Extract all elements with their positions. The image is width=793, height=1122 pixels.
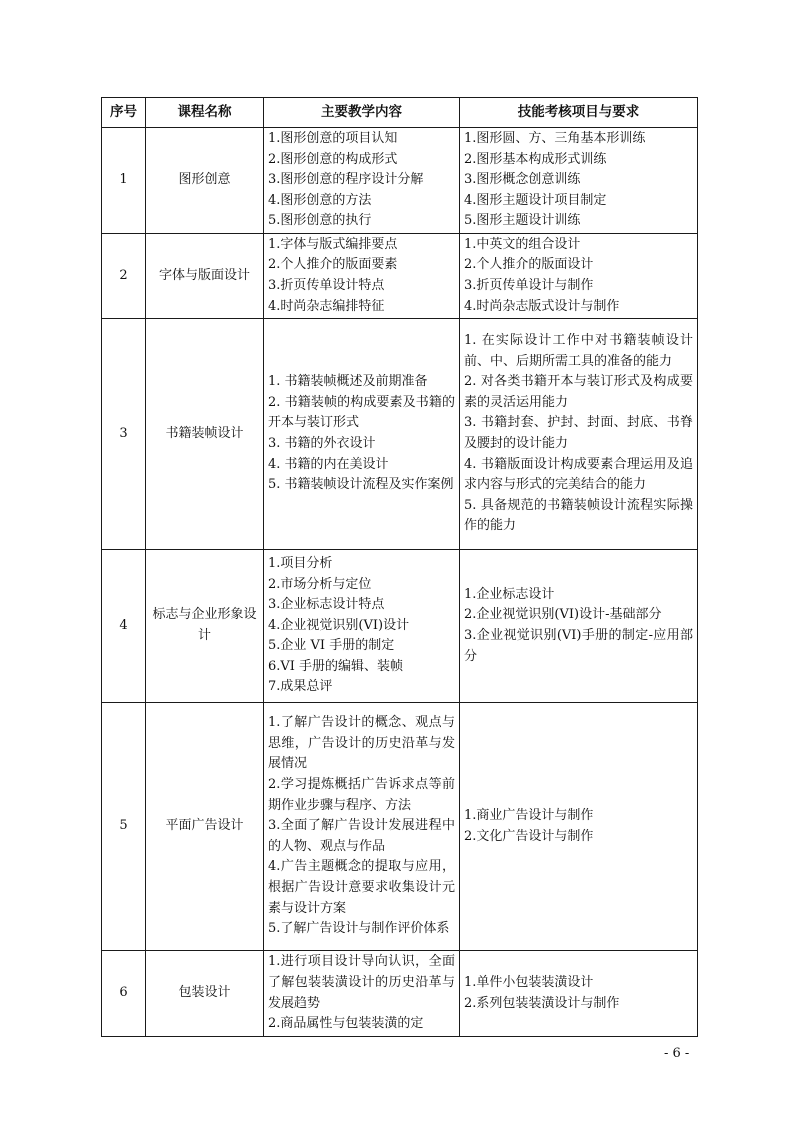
- header-course-name: 课程名称: [146, 98, 264, 128]
- content-line: 4.企业视觉识别(VI)设计: [268, 617, 410, 633]
- content-line: 5. 书籍装帧设计流程及实作案例: [268, 477, 454, 493]
- content-line: 4.图形创意的方法: [268, 192, 372, 208]
- content-line: 3.图形创意的程序设计分解: [268, 172, 424, 188]
- skill-line: 1.商业广告设计与制作: [464, 807, 594, 823]
- content-line: 3. 书籍的外衣设计: [268, 436, 376, 451]
- skill-line: 2.文化广告设计与制作: [464, 828, 594, 844]
- header-skill-requirements: 技能考核项目与要求: [460, 98, 698, 128]
- skill-requirements: [460, 550, 698, 703]
- row-number: 3: [102, 319, 146, 550]
- skill-line: 2. 对各类书籍开本与装订形式及构成要素的灵活运用能力: [464, 374, 693, 410]
- skill-requirements: [460, 319, 698, 550]
- skill-line: 2.企业视觉识别(VI)设计-基础部分: [464, 607, 662, 623]
- header-number: 序号: [102, 98, 146, 128]
- course-name: 包装设计: [146, 951, 264, 1037]
- skill-requirements: [460, 703, 698, 951]
- row-number: 2: [102, 234, 146, 319]
- course-name: 图形创意: [146, 128, 264, 234]
- content-line: 4. 书籍的内在美设计: [268, 456, 389, 472]
- content-line: 3.全面了解广告设计发展进程中的人物、观点与作品: [268, 818, 455, 854]
- teaching-content: [264, 234, 460, 319]
- skill-line: 2.图形基本构成形式训练: [464, 151, 607, 167]
- skill-requirements: [460, 234, 698, 319]
- skill-line: 1.图形圆、方、三角基本形训练: [464, 131, 646, 147]
- skill-line: 1. 在实际设计工作中对书籍装帧设计前、中、后期所需工具的准备的能力: [464, 333, 693, 369]
- table-row: [102, 703, 698, 951]
- teaching-content: [264, 703, 460, 951]
- skill-line: 3.企业视觉识别(VI)手册的制定-应用部分: [464, 628, 693, 664]
- skill-line: 3.图形概念创意训练: [464, 172, 581, 188]
- table-row: [102, 550, 698, 703]
- course-table: [101, 97, 698, 1037]
- content-line: 1.项目分析: [268, 555, 333, 571]
- teaching-content: [264, 319, 460, 550]
- skill-line: 4.图形主题设计项目制定: [464, 192, 607, 208]
- course-name: 平面广告设计: [146, 703, 264, 951]
- row-number: 6: [102, 951, 146, 1037]
- skill-line: 3.折页传单设计与制作: [464, 278, 594, 293]
- course-name: 书籍装帧设计: [146, 319, 264, 550]
- page-number: - 6 -: [664, 1046, 690, 1061]
- header-teaching-content: 主要教学内容: [264, 98, 460, 128]
- course-name: 标志与企业形象设计: [146, 550, 264, 703]
- row-number: 5: [102, 703, 146, 951]
- table-row: [102, 319, 698, 550]
- content-line: 2. 书籍装帧的构成要素及书籍的开本与装订形式: [268, 394, 455, 431]
- skill-line: 5.图形主题设计训练: [464, 213, 581, 229]
- table-row: [102, 128, 698, 234]
- row-number: 1: [102, 128, 146, 234]
- content-line: 6.VI 手册的编辑、装帧: [268, 658, 404, 674]
- content-line: 4.时尚杂志编排特征: [268, 298, 385, 314]
- content-line: 2.图形创意的构成形式: [268, 151, 398, 167]
- table-header-row: [102, 98, 698, 128]
- content-line: 2.商品属性与包装装潢的定: [268, 1016, 424, 1032]
- teaching-content: [264, 128, 460, 234]
- row-number: 4: [102, 550, 146, 703]
- content-line: 1.了解广告设计的概念、观点与思维，广告设计的历史沿革与发展情况: [268, 715, 455, 772]
- content-line: 1. 书籍装帧概述及前期准备: [268, 374, 428, 390]
- content-line: 2.个人推介的版面要素: [268, 257, 398, 273]
- table-row: [102, 234, 698, 319]
- skill-line: 4. 书籍版面设计构成要素合理运用及追求内容与形式的完美结合的能力: [464, 456, 693, 493]
- skill-line: 1.中英文的组合设计: [464, 236, 581, 252]
- content-line: 1.字体与版式编排要点: [268, 236, 398, 252]
- content-line: 4.广告主题概念的提取与应用，根据广告设计意要求收集设计元素与设计方案: [268, 859, 455, 916]
- course-name: 字体与版面设计: [146, 234, 264, 319]
- content-line: 5.企业 VI 手册的制定: [268, 638, 395, 654]
- skill-requirements: [460, 128, 698, 234]
- content-line: 5.了解广告设计与制作评价体系: [268, 921, 450, 937]
- content-line: 3.企业标志设计特点: [268, 597, 385, 613]
- skill-line: 2.个人推介的版面设计: [464, 257, 594, 273]
- content-line: 1.进行项目设计导向认识，全面了解包装装潢设计的历史沿革与发展趋势: [268, 954, 455, 1011]
- content-line: 3.折页传单设计特点: [268, 278, 385, 293]
- content-line: 2.市场分析与定位: [268, 576, 372, 592]
- skill-line: 4.时尚杂志版式设计与制作: [464, 298, 620, 314]
- table-row: [102, 951, 698, 1037]
- skill-requirements: [460, 951, 698, 1037]
- skill-line: 2.系列包装装潢设计与制作: [464, 995, 620, 1011]
- content-line: 5.图形创意的执行: [268, 213, 372, 229]
- content-line: 2.学习提炼概括广告诉求点等前期作业步骤与程序、方法: [268, 777, 455, 813]
- skill-line: 1.企业标志设计: [464, 586, 555, 602]
- content-line: 7.成果总评: [268, 679, 333, 695]
- content-line: 1.图形创意的项目认知: [268, 131, 398, 147]
- skill-line: 3. 书籍封套、护封、封面、封底、书脊及腰封的设计能力: [464, 415, 693, 451]
- teaching-content: [264, 951, 460, 1037]
- teaching-content: [264, 550, 460, 703]
- skill-line: 5. 具备规范的书籍装帧设计流程实际操作的能力: [464, 497, 693, 534]
- skill-line: 1.单件小包装装潢设计: [464, 974, 594, 990]
